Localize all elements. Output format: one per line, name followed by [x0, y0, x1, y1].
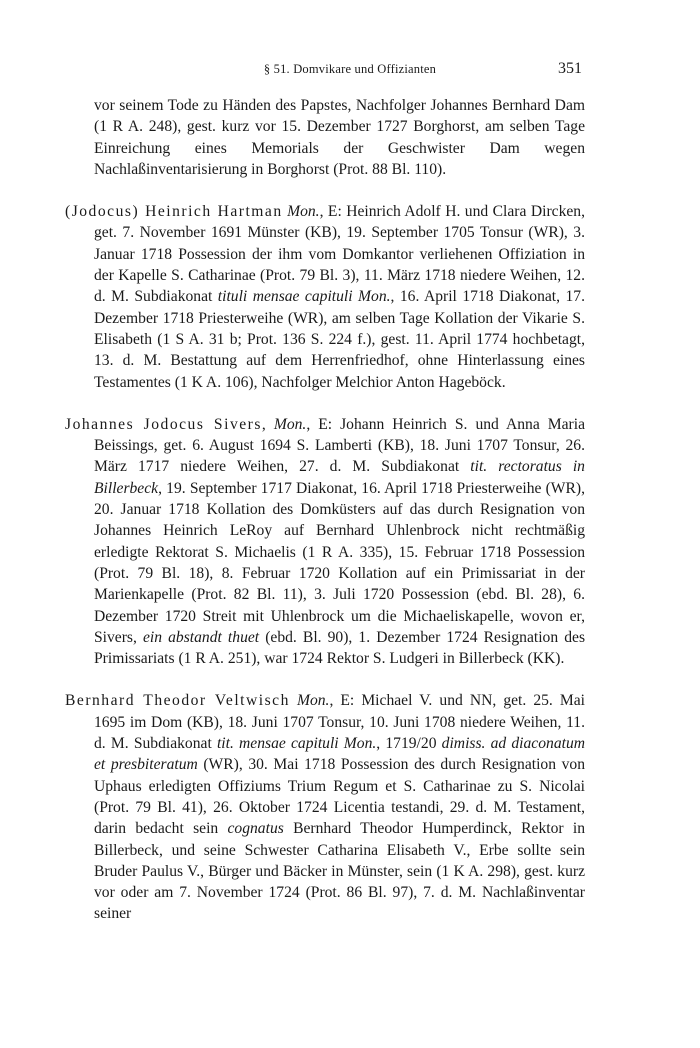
entry-text: , 1719/20 [376, 735, 442, 753]
entry-text: , E: Johann Heinrich S. und Anna Maria Beissings, get. 6. August 1694 S. Lamberti (KB), 18. Juni 1707 Tonsur, 26. März 1717 niedere Weihen, 27. d. M. Subdiakonat [94, 415, 586, 476]
entry-text: , E: Michael V. und NN, get. 25. Mai 1695 im Dom (KB), 18. Juni 1707 Tonsur, 10. Juni 1708 niedere Weihen, 11. d. M. Subdiakonat [94, 692, 585, 753]
entry-italic: cognatus [227, 820, 284, 838]
entry-italic: Mon. [287, 203, 320, 221]
entry-italic: tituli mensae capituli Mon. [217, 288, 391, 306]
entry-italic: Mon. [273, 415, 307, 433]
entry-italic: tit. rectoratus in Billerbeck [94, 458, 585, 497]
entry-text [290, 692, 297, 709]
entry-text: , 19. September 1717 Diakonat, 16. April 1718 Priesterweihe (WR), 20. Januar 1718 Kollation des Domküsters auf das durch Resignation von Johannes Heinrich LeRoy auf Bernhard Uhlenbrock nicht rechtmäßig erledigte Rektorat S. Michaelis (1 R A. 335), 15. Februar 1718 Possession (Prot. 79 Bl. 18), 8. Februar 1720 Kollation auf ein Primissariat in der Marienkapelle (Prot. 82 Bl. 11), 3. Juli 1720 Possession (ebd. Bl. 28), 6. Dezember 1720 Streit mit Uhlenbrock um die Michaeliskapelle, wovon er, Sivers, [94, 479, 585, 646]
person-name: Bernhard Theodor Veltwisch [65, 692, 290, 710]
entry-text: , 16. April 1718 Diakonat, 17. Dezember 1718 Priesterweihe (WR), am selben Tage Kollation der Vikarie S. Elisabeth (1 S A. 31 b; Prot. 136 S. 224 f.), gest. 11. April 1774 hochbetagt, 13. d. M. Bestattung auf dem Herrenfriedhof, ohne Hinterlassung eines Testamentes (1 K A. 106), Nachfolger Melchior Anton Hageböck. [94, 288, 585, 391]
person-name: (Jodocus) Heinrich Hartman [65, 203, 283, 221]
paragraph-continuation [65, 95, 585, 180]
entry-italic: dimiss. ad diaconatum et presbiteratum [94, 735, 586, 774]
entry-italic: tit. mensae capituli Mon. [216, 735, 377, 753]
running-head [0, 60, 700, 80]
person-name: Johannes Jodocus Sivers [65, 415, 262, 433]
entry-hartman [65, 201, 585, 393]
page-number: 351 [558, 60, 582, 77]
entry-text: , E: Heinrich Adolf H. und Clara Dircken, get. 7. November 1691 Münster (KB), 19. September 1705 Tonsur (WR), 3. Januar 1718 Possession der ihm vom Domkantor verliehenen Offiziation in der Kapelle S. Catharinae (Prot. 79 Bl. 3), 11. März 1718 niedere Weihen, 12. d. M. Subdiakonat [94, 203, 585, 306]
entry-veltwisch [65, 690, 585, 924]
entry-text: (WR), 30. Mai 1718 Possession des durch Resignation von Uphaus erledigten Offiziums Trium Regum et S. Catharinae zu S. Nicolai (Prot. 79 Bl. 41), 26. Oktober 1724 Licentia testandi, 29. d. M. Testament, darin bedacht sein [94, 756, 585, 838]
body-text [65, 95, 585, 925]
entry-italic: ein abstandt thuet [142, 628, 260, 646]
entry-text: (ebd. Bl. 90), 1. Dezember 1724 Resignation des Primissariats (1 R A. 251), war 1724 Rektor S. Ludgeri in Billerbeck (KK). [94, 628, 586, 668]
entry-sivers [65, 414, 585, 670]
section-title: § 51. Domvikare und Offizianten [263, 62, 437, 76]
entry-text: Bernhard Theodor Humperdinck, Rektor in Billerbeck, und seine Schwester Catharina Elisabeth V., Erbe sollte sein Bruder Paulus V., Bürger und Bäcker in Münster, sein (1 K A. 298), gest. kurz vor oder am 7. November 1724 (Prot. 86 Bl. 97), 7. d. M. Nachlaßinventar seiner [94, 820, 585, 923]
entry-text: , [261, 415, 274, 433]
paragraph-text: vor seinem Tode zu Händen des Papstes, Nachfolger Johannes Bernhard Dam (1 R A. 248), gest. kurz vor 15. Dezember 1727 Borghorst, am selben Tage Einreichung eines Memorials der Geschwister Dam wegen Nachlaßinventarisierung in Borghorst (Prot. 88 Bl. 110). [94, 97, 585, 178]
entry-italic: Mon. [296, 692, 330, 710]
